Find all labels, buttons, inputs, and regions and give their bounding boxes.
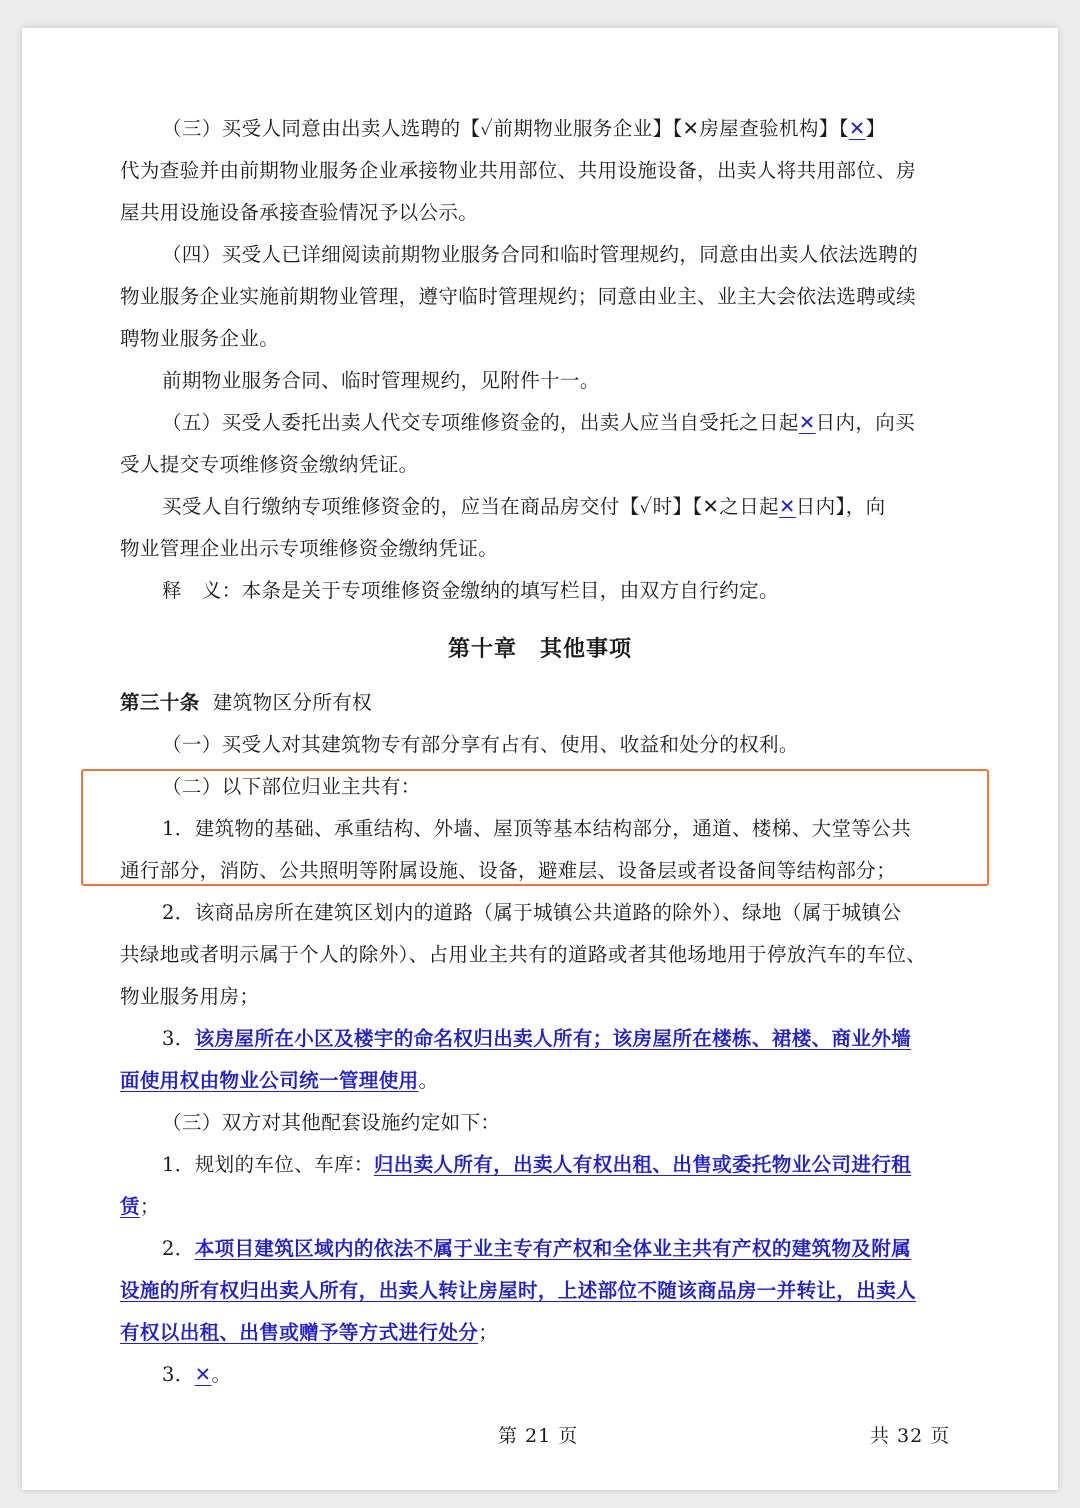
paragraph-line: 物业服务用房； bbox=[120, 985, 260, 1008]
paragraph-line bbox=[162, 410, 915, 436]
paragraph-line bbox=[162, 1026, 911, 1052]
filled-clause: 该房屋所在小区及楼宇的命名权归出卖人所有；该房屋所在楼栋、裙楼、商业外墙 bbox=[194, 1027, 912, 1050]
paragraph-line bbox=[120, 1194, 160, 1220]
paragraph-line: 通行部分，消防、公共照明等附属设施、设备，避难层、设备层或者设备间等结构部分； bbox=[120, 859, 897, 882]
article-title: 建筑物区分所有权 bbox=[212, 691, 373, 714]
paragraph-line: 共绿地或者明示属于个人的除外）、占用业主共有的道路或者其他场地用于停放汽车的车位、 bbox=[120, 943, 927, 966]
article-heading bbox=[120, 690, 372, 716]
text: 前期物业服务企业】【 bbox=[493, 117, 683, 140]
chapter-title: 第十章 其他事项 bbox=[447, 636, 632, 662]
paragraph-line: 屋共用设施设备承接查验情况予以公示。 bbox=[120, 201, 479, 224]
filled-clause: 有权以出租、出售或赠予等方式进行处分 bbox=[120, 1321, 479, 1344]
text: 之日起 bbox=[719, 495, 779, 518]
text: 1．规划的车位、车库： bbox=[162, 1153, 374, 1176]
paragraph-line: 1．建筑物的基础、承重结构、外墙、屋顶等基本结构部分，通道、楼梯、大堂等公共 bbox=[162, 817, 912, 840]
paragraph-line bbox=[162, 494, 886, 520]
paragraph-line: （四）买受人已详细阅读前期物业服务合同和临时管理规约，同意由出卖人依法选聘的 bbox=[162, 243, 919, 266]
cross-mark-icon: ✕ bbox=[798, 411, 816, 434]
item-number: 2． bbox=[162, 1237, 195, 1260]
text: （五）买受人委托出卖人代交专项维修资金的，出卖人应当自受托之日起 bbox=[162, 411, 799, 434]
item-number: 3． bbox=[162, 1027, 195, 1050]
text: 。 bbox=[418, 1069, 439, 1092]
cross-mark-icon: ✕ bbox=[194, 1363, 212, 1386]
paragraph-line: 前期物业服务合同、临时管理规约，见附件十一。 bbox=[162, 369, 600, 392]
paragraph-line: 物业服务企业实施前期物业管理，遵守临时管理规约；同意由业主、业主大会依法选聘或续 bbox=[120, 285, 917, 308]
text: 买受人自行缴纳专项维修资金的，应当在商品房交付【 bbox=[162, 495, 640, 518]
filled-clause: 设施的所有权归出卖人所有，出卖人转让房屋时，上述部位不随该商品房一并转让，出卖人 bbox=[120, 1279, 917, 1302]
paragraph-line: 2．该商品房所在建筑区划内的道路（属于城镇公共道路的除外）、绿地（属于城镇公 bbox=[162, 901, 902, 924]
page-total: 共 32 页 bbox=[870, 1425, 951, 1447]
text: ； bbox=[478, 1321, 499, 1344]
text: 】 bbox=[865, 117, 886, 140]
paragraph-line: 受人提交专项维修资金缴纳凭证。 bbox=[120, 453, 419, 476]
filled-clause: 赁 bbox=[120, 1195, 140, 1218]
text: 时】【 bbox=[652, 495, 703, 518]
paragraph-line: （一）买受人对其建筑物专有部分享有占有、使用、收益和处分的权利。 bbox=[162, 733, 799, 756]
paragraph-line: 物业管理企业出示专项维修资金缴纳凭证。 bbox=[120, 537, 499, 560]
filled-clause: 归出卖人所有，出卖人有权出租、出售或委托物业公司进行租 bbox=[373, 1153, 912, 1176]
text: 房屋查验机构】【 bbox=[699, 117, 849, 140]
cross-mark-icon: ✕ bbox=[848, 117, 866, 140]
paragraph-line bbox=[120, 1278, 916, 1304]
cross-mark-icon: ✕ bbox=[779, 495, 796, 518]
paragraph-line bbox=[162, 1362, 231, 1388]
paragraph-line: （二）以下部位归业主共有： bbox=[162, 775, 421, 798]
paragraph-line bbox=[162, 116, 886, 142]
page-number: 第 21 页 bbox=[498, 1425, 579, 1447]
paragraph-line: （三）双方对其他配套设施约定如下： bbox=[162, 1111, 501, 1134]
item-number: 3． bbox=[162, 1363, 195, 1386]
filled-clause: 面使用权由物业公司统一管理使用 bbox=[120, 1069, 419, 1092]
paragraph-line bbox=[120, 1068, 438, 1094]
cross-mark-icon: ✕ bbox=[682, 117, 700, 140]
text: 。 bbox=[211, 1363, 232, 1386]
note-line: 释 义：本条是关于专项维修资金缴纳的填写栏目，由双方自行约定。 bbox=[162, 579, 779, 602]
text: 日内，向买 bbox=[815, 411, 916, 434]
text: ； bbox=[139, 1195, 160, 1218]
document-page bbox=[22, 28, 1058, 1490]
paragraph-line: 代为查验并由前期物业服务企业承接物业共用部位、共用设施设备，出卖人将共用部位、房 bbox=[120, 159, 917, 182]
paragraph-line bbox=[120, 1320, 498, 1346]
text: 日内】，向 bbox=[795, 495, 886, 518]
paragraph-line: 聘物业服务企业。 bbox=[120, 327, 280, 350]
checkmark-icon: ✓ bbox=[639, 495, 653, 518]
text: （三）买受人同意由出卖人选聘的【 bbox=[162, 117, 481, 140]
cross-mark-icon: ✕ bbox=[702, 495, 720, 518]
paragraph-line bbox=[162, 1236, 911, 1262]
paragraph-line bbox=[162, 1152, 911, 1178]
filled-clause: 本项目建筑区域内的依法不属于业主专有产权和全体业主共有产权的建筑物及附属 bbox=[194, 1237, 912, 1260]
article-number: 第三十条 bbox=[120, 691, 200, 714]
checkmark-icon: ✓ bbox=[480, 117, 494, 140]
